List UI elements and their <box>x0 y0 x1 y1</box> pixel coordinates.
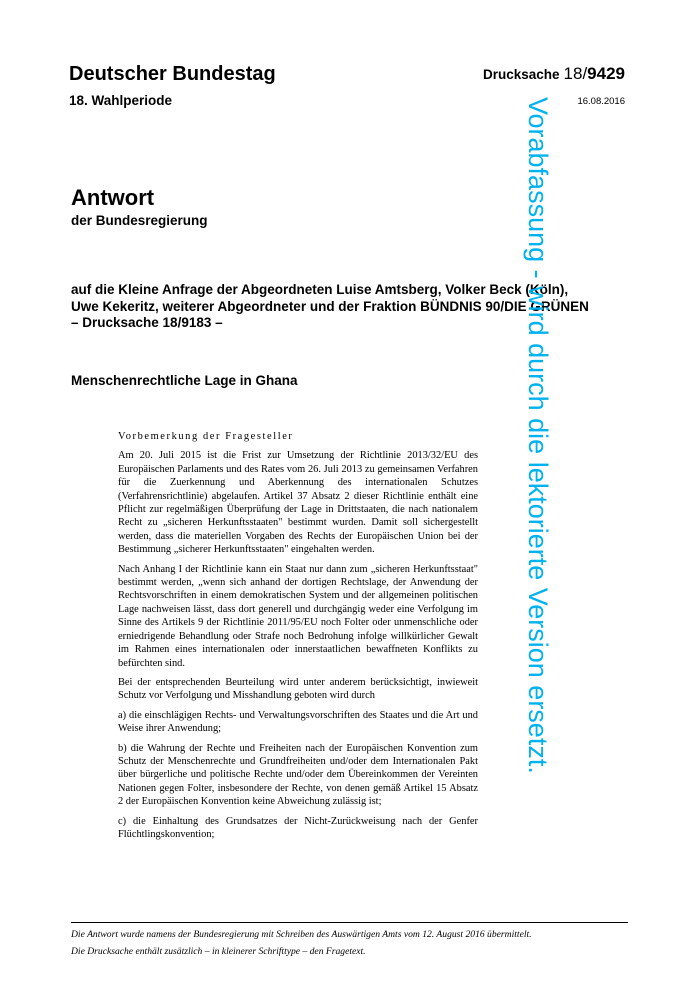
body-paragraph: Bei der entsprechenden Beurteilung wird unter anderem berücksichtigt, inwieweit Schutz vor Verfolgung und Misshandlung geboten wird durch <box>118 676 478 702</box>
footnote-divider <box>71 922 628 923</box>
preliminary-remarks <box>118 430 478 847</box>
document-subtitle: der Bundesregierung <box>71 213 208 228</box>
institution-title: Deutscher Bundestag <box>69 63 276 85</box>
body-paragraph: Nach Anhang I der Richtlinie kann ein Staat nur dann zum „sicheren Herkunftsstaat" bestimmt werden, „wenn sich anhand der dortigen Rechtslage, der Anwendung der Rechtsvorschriften in einem demokratischen System und der allgemeinen politischen Lage nachweisen lässt, dass dort generell und durchgängig weder eine Verfolgung im Sinne des Artikels 9 der Richtlinie 2011/95/EU noch Folter oder unmenschliche oder erniedrigende Behandlung oder Strafe noch Bedrohung infolge willkürlicher Gewalt im Rahmen eines internationalen oder innerstaatlichen bewaffneten Konflikts zu befürchten sind. <box>118 563 478 669</box>
document-title: Antwort <box>71 185 155 210</box>
drucksache-label: Drucksache <box>482 67 560 82</box>
body-paragraph: Am 20. Juli 2015 ist die Frist zur Umsetzung der Richtlinie 2013/32/EU des Europäischen Parlaments und des Rates vom 26. Juli 2013 zu gemeinsamen Verfahren für die Zuerkennung und Aberkennung des internationalen Schutzes (Verfahrensrichtlinie) abgelaufen. Artikel 37 Absatz 2 dieser Richtlinie enthält eine Pflicht zur regelmäßigen Überprüfung der Lage in Drittstaaten, die nach nationalem Recht zu „sicheren Herkunftsstaaten" bestimmt wurden. Damit soll sichergestellt werden, dass die materiellen Vorgaben des Rechts der Europäischen Union bei der Bestimmung „sicherer Herkunftsstaaten" eingehalten werden. <box>118 450 478 556</box>
legislative-period: 18. Wahlperiode <box>69 93 173 108</box>
document-date: 16.08.2016 <box>577 96 625 107</box>
drucksache-id: 9429 <box>587 64 625 83</box>
inquiry-line: – Drucksache 18/9183 – <box>71 315 223 330</box>
footnote: Die Antwort wurde namens der Bundesregierung mit Schreiben des Auswärtigen Amts vom 12. August 2016 übermittelt. <box>71 929 532 940</box>
preliminary-heading: Vorbemerkung der Fragesteller <box>118 431 294 442</box>
draft-watermark: Vorabfassung - wird durch die lektorierte Version ersetzt. <box>523 97 553 774</box>
body-paragraph: b) die Wahrung der Rechte und Freiheiten nach der Europäischen Konvention zum Schutz der Menschenrechte und Grundfreiheiten und/oder dem Internationalen Pakt über bürgerliche und politische Rechte und/oder dem Übereinkommen der Vereinten Nationen gegen Folter, insbesondere der Rechte, von denen gemäß Artikel 15 Absatz 2 der Europäischen Konvention keine Abweichung zulässig ist; <box>118 742 478 808</box>
inquiry-line: auf die Kleine Anfrage der Abgeordneten Luise Amtsberg, Volker Beck (Köln), <box>71 282 569 297</box>
footnote: Die Drucksache enthält zusätzlich – in kleinerer Schrifttype – den Fragetext. <box>71 946 366 957</box>
inquiry-line: Uwe Kekeritz, weiterer Abgeordneter und der Fraktion BÜNDNIS 90/DIE GRÜNEN <box>71 298 589 314</box>
drucksache-prefix: 18/ <box>563 64 588 83</box>
body-paragraph: a) die einschlägigen Rechts- und Verwaltungsvorschriften des Staates und die Art und Weise ihrer Anwendung; <box>118 709 478 735</box>
drucksache-number <box>483 64 625 84</box>
body-paragraph: c) die Einhaltung des Grundsatzes der Nicht-Zurückweisung nach der Genfer Flüchtlingskonvention; <box>118 815 478 840</box>
topic-heading: Menschenrechtliche Lage in Ghana <box>71 373 298 388</box>
